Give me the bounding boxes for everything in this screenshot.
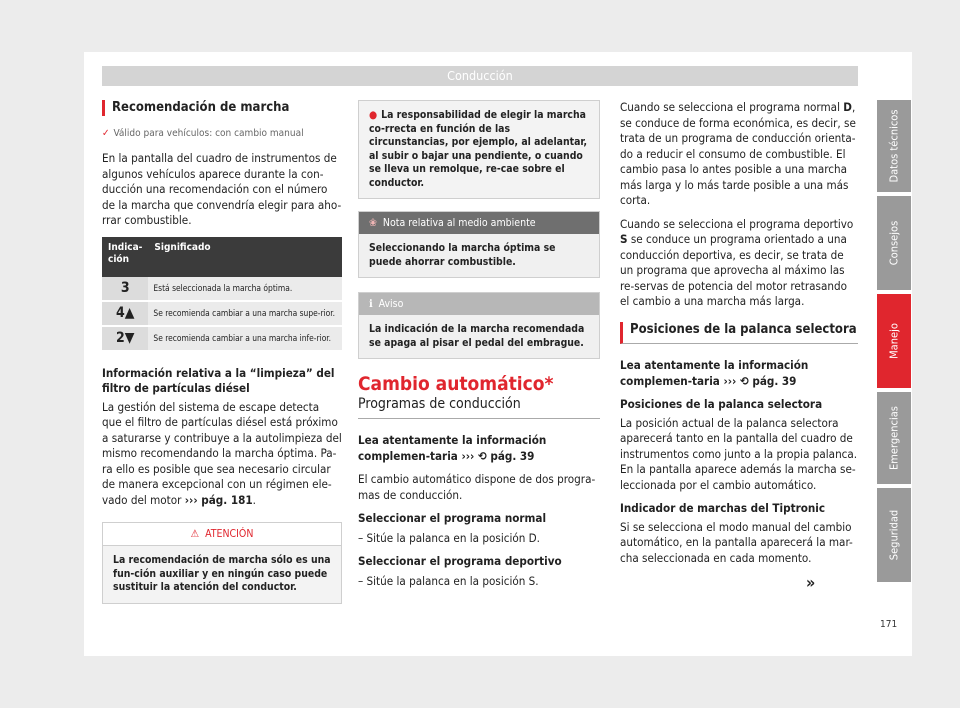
tab-emergencias[interactable]	[877, 392, 911, 484]
flower-icon: ❀	[369, 217, 377, 229]
notice-box	[358, 292, 600, 359]
page-reference-link[interactable]: ››› pág. 181	[184, 492, 253, 507]
check-icon: ✓	[102, 127, 110, 139]
program-letter: S	[620, 232, 628, 246]
tab-label: Seguridad	[887, 509, 901, 561]
sport-program-title: Seleccionar el programa deportivo	[358, 554, 562, 568]
tab-label: Emergencias	[887, 406, 901, 470]
read-text: Lea atentamente la información complemen-taria	[358, 433, 547, 463]
gear-table	[102, 237, 342, 352]
gear-symbol: 2▼	[102, 326, 148, 351]
page-reference-link[interactable]: ››› ⟲ pág. 39	[723, 373, 797, 388]
tab-label: Consejos	[887, 220, 901, 266]
sport-program-paragraph	[620, 217, 858, 310]
notice-text: La indicación de la marcha recomendada se apaga al pisar el pedal del embrague.	[359, 315, 599, 358]
intro-paragraph: En la pantalla del cuadro de instrumentos de algunos vehículos aparece durante la con-ducción una recomendación con el número de la marcha que convendría elegir para aho-rrar combustible.	[102, 151, 342, 227]
read-note	[620, 358, 858, 389]
chapter-header: Conducción	[102, 66, 858, 86]
column-3	[620, 100, 858, 574]
warning-icon: ⚠	[190, 528, 200, 540]
environment-text: Seleccionando la marcha óptima se puede ahorrar combustible.	[359, 234, 599, 277]
tab-seguridad[interactable]	[877, 488, 911, 582]
text: Cuando se selecciona el programa deportivo	[620, 216, 854, 231]
environment-note-box	[358, 211, 600, 278]
tab-label: Manejo	[887, 323, 901, 359]
column-2	[358, 100, 600, 597]
filter-text: La gestión del sistema de escape detecta que el filtro de partículas diésel está próximo a saturarse y contribuye a la autolimpieza del mismo recomendando la marcha óptima. Pa-ra ello es posible que sea necesario circular de manera excepcional con un régimen ele-vado del motor	[102, 399, 342, 507]
subsection-title: Programas de conducción	[358, 397, 600, 420]
attention-header	[103, 523, 341, 546]
table-header: Indica-ción	[102, 237, 148, 277]
attention-title: ATENCIÓN	[205, 528, 254, 540]
text: Cuando se selecciona el programa normal	[620, 100, 844, 114]
continue-arrow-icon: »	[806, 573, 816, 592]
column-1	[102, 100, 342, 618]
table-row	[102, 301, 342, 326]
tab-datos-tecnicos[interactable]	[877, 100, 911, 192]
text: , se conduce de forma económica, es decir, se trata de un programa de conducción orienta-do a reducir el consumo de combustible. El cambio pasa lo antes posible a una marcha más larga y lo más tarde posible a una más corta.	[620, 100, 856, 207]
normal-program-paragraph	[620, 100, 858, 209]
sport-program-step: – Sitúe la palanca en la posición S.	[358, 573, 539, 588]
tab-manejo[interactable]	[877, 294, 911, 388]
tab-label: Datos técnicos	[887, 109, 901, 183]
read-text: Lea atentamente la información complemen-taria	[620, 358, 809, 388]
positions-title: Posiciones de la palanca selectora	[620, 397, 823, 411]
validity-note	[102, 126, 342, 142]
attention-box	[102, 522, 342, 604]
normal-program-step: – Sitúe la palanca en la posición D.	[358, 530, 540, 545]
bullet-icon: ●	[369, 109, 378, 121]
attention-continued-box	[358, 100, 600, 199]
validity-text: Válido para vehículos: con cambio manual	[113, 127, 304, 139]
tiptronic-title: Indicador de marchas del Tiptronic	[620, 501, 826, 515]
environment-title: Nota relativa al medio ambiente	[382, 217, 536, 229]
auto-paragraph: El cambio automático dispone de dos progra-mas de conducción.	[358, 472, 596, 502]
notice-header	[359, 293, 599, 315]
text: se conduce un programa orientado a una conducción deportiva, es decir, se trata de un programa que aprovecha al máximo las re-servas de potencia del motor retrasando el cambio a una marcha más larga.	[620, 232, 847, 308]
read-note	[358, 433, 600, 464]
environment-header	[359, 212, 599, 234]
page-number: 171	[880, 619, 898, 630]
chapter-title: Cambio automático*	[358, 373, 554, 395]
table-header: Significado	[148, 237, 342, 277]
section-title: Posiciones de la palanca selectora	[620, 322, 858, 345]
attention-text: La recomendación de marcha sólo es una fun-ción auxiliar y en ningún caso puede sustituir la atención del conductor.	[103, 546, 341, 603]
table-row	[102, 326, 342, 351]
tab-consejos[interactable]	[877, 196, 911, 290]
gear-meaning: Está seleccionada la marcha óptima.	[148, 277, 342, 301]
gear-meaning: Se recomienda cambiar a una marcha supe-rior.	[148, 301, 342, 326]
tiptronic-paragraph: Si se selecciona el modo manual del cambio automático, en la pantalla aparecerá la mar-cha seleccionada en cada momento.	[620, 519, 853, 565]
gear-symbol: 4▲	[102, 301, 148, 326]
filter-title: Información relativa a la “limpieza” del filtro de partículas diésel	[102, 365, 335, 395]
program-letter: D	[843, 100, 852, 114]
responsibility-bullet	[359, 101, 599, 198]
table-row	[102, 277, 342, 301]
bullet-text: La responsabilidad de elegir la marcha co-rrecta en función de las circunstancias, por ejemplo, al adelantar, al subir o bajar una pendiente, o cuando se lleva un remolque, re-cae sobre el conductor.	[369, 109, 588, 189]
gear-symbol: 3	[102, 277, 148, 301]
info-icon: ℹ	[369, 298, 373, 310]
page-reference-link[interactable]: ››› ⟲ pág. 39	[461, 448, 535, 463]
section-title: Recomendación de marcha	[102, 100, 342, 116]
gear-meaning: Se recomienda cambiar a una marcha infe-rior.	[148, 326, 342, 351]
notice-title: Aviso	[378, 298, 404, 310]
filter-paragraph: La gestión del sistema de escape detecta que el filtro de partículas diésel está próximo a saturarse y contribuye a la autolimpieza del mismo recomendando la marcha óptima. Pa-ra ello es posible que sea necesario circular de manera excepcional con un régimen ele-vado del motor ››› pág. 181.	[102, 399, 342, 507]
normal-program-title: Seleccionar el programa normal	[358, 511, 547, 525]
positions-paragraph: La posición actual de la palanca selectora aparecerá tanto en la pantalla del cuadro de instrumentos como junto a la propia palanca. En la pantalla aparece además la marcha se-leccionada por el cambio automático.	[620, 415, 858, 492]
